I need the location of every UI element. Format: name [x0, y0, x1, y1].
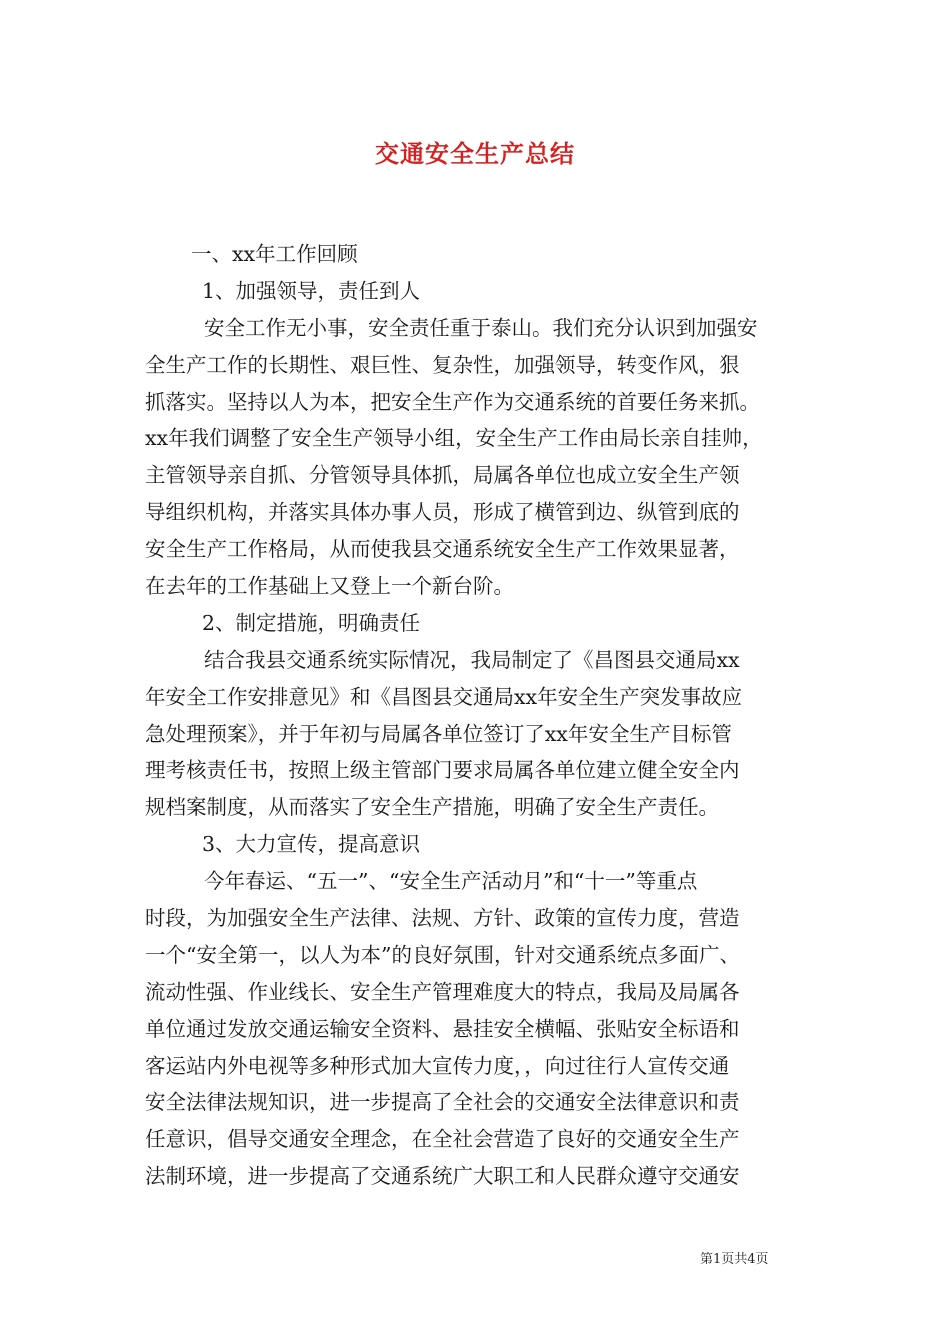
paragraph-line: 在去年的工作基础上又登上一个新台阶。 [145, 574, 514, 599]
paragraph-line: 规档案制度，从而落实了安全生产措施，明确了安全生产责任。 [145, 795, 719, 820]
paragraph-line: 时段，为加强安全生产法律、法规、方针、政策的宣传力度，营造 [145, 906, 740, 931]
paragraph-line: 安全工作无小事，安全责任重于泰山。我们充分认识到加强安 [204, 315, 758, 340]
paragraph-line: 年安全工作安排意见》和《昌图县交通局xx年安全生产突发事故应 [145, 684, 743, 709]
paragraph-line: 安全法律法规知识，进一步提高了全社会的交通安全法律意识和责 [145, 1090, 740, 1115]
paragraph-line: xx年我们调整了安全生产领导小组，安全生产工作由局长亲自挂帅， [145, 426, 763, 451]
subsection-heading: 3、大力宣传，提高意识 [202, 832, 421, 857]
paragraph-line: 今年春运、“五一”、“安全生产活动月”和“十一”等重点 [204, 869, 698, 894]
paragraph-line: 一个“安全第一，以人为本”的良好氛围，针对交通系统点多面广、 [145, 942, 740, 967]
paragraph-line: 单位通过发放交通运输安全资料、悬挂安全横幅、张贴安全标语和 [145, 1016, 740, 1041]
paragraph-line: 理考核责任书，按照上级主管部门要求局属各单位建立健全安全内 [145, 758, 740, 783]
subsection-heading: 2、制定措施，明确责任 [202, 610, 421, 635]
paragraph-line: 结合我县交通系统实际情况，我局制定了《昌图县交通局xx [204, 647, 740, 672]
document-body [145, 236, 825, 1195]
document-title: 交通安全生产总结 [375, 139, 575, 168]
paragraph-line: 导组织机构，并落实具体办事人员，形成了横管到边、纵管到底的 [145, 500, 740, 525]
paragraph-line: 抓落实。坚持以人为本，把安全生产作为交通系统的首要任务来抓。 [145, 389, 760, 414]
paragraph-line: 急处理预案》，并于年初与局属各单位签订了xx年安全生产目标管 [145, 721, 732, 746]
section-heading: 一、xx年工作回顾 [191, 242, 358, 266]
paragraph-line: 任意识，倡导交通安全理念，在全社会营造了良好的交通安全生产 [145, 1127, 740, 1152]
page-number: 第1页共4页 [700, 1252, 769, 1267]
paragraph-line: 安全生产工作格局，从而使我县交通系统安全生产工作效果显著， [145, 537, 740, 562]
paragraph-line: 法制环境，进一步提高了交通系统广大职工和人民群众遵守交通安 [145, 1164, 740, 1189]
paragraph-line: 客运站内外电视等多种形式加大宣传力度，，向过往行人宣传交通 [145, 1053, 730, 1078]
subsection-heading: 1、加强领导，责任到人 [202, 278, 421, 303]
paragraph-line: 主管领导亲自抓、分管领导具体抓，局属各单位也成立安全生产领 [145, 463, 740, 488]
paragraph-line: 流动性强、作业线长、安全生产管理难度大的特点，我局及局属各 [145, 979, 740, 1004]
paragraph-line: 全生产工作的长期性、艰巨性、复杂性，加强领导，转变作风，狠 [145, 352, 740, 377]
